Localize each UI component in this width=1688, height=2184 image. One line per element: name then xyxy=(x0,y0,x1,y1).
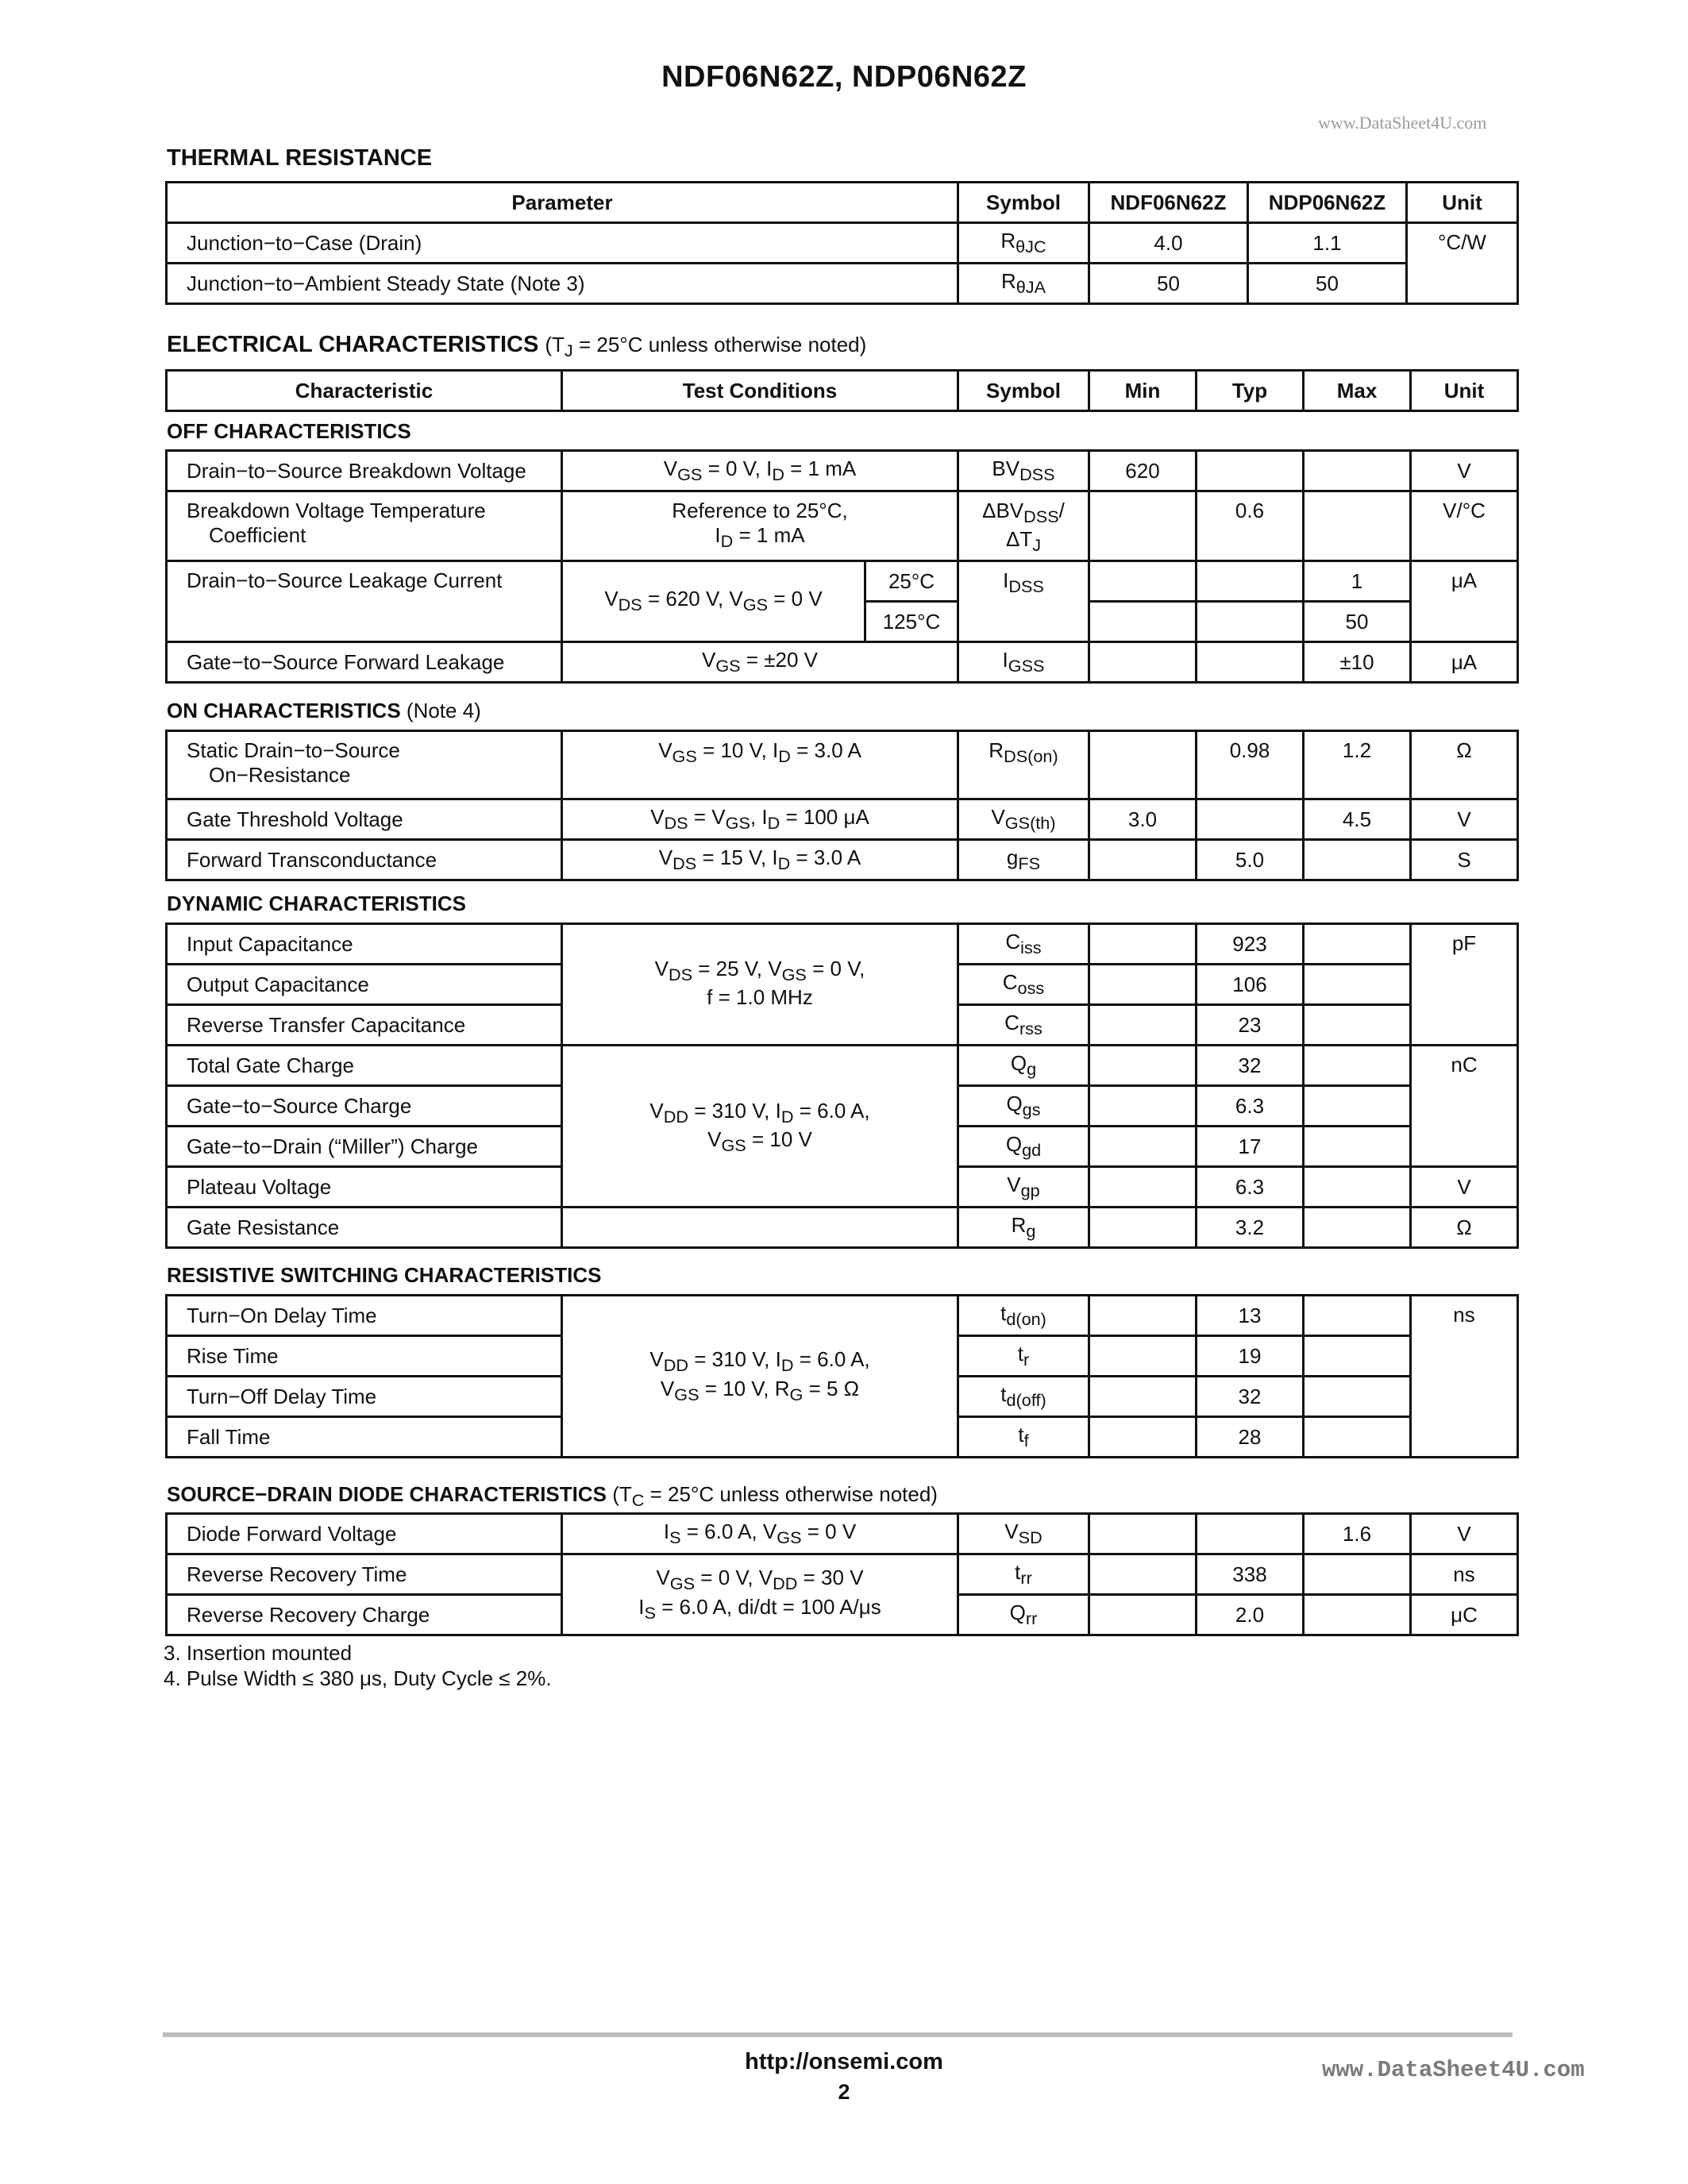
table-row xyxy=(167,840,1518,880)
unit-cell: ns xyxy=(1411,1296,1518,1458)
symbol-cell: $V_{gp}$ xyxy=(958,1167,1089,1208)
min-value xyxy=(1089,1208,1197,1248)
typ-value xyxy=(1197,602,1304,642)
symbol-cell: $t_{d(on)}$ xyxy=(958,1296,1089,1336)
footnotes xyxy=(164,1640,552,1691)
table-row xyxy=(167,491,1518,561)
condition-cell: $V_{DD} = 310$ V, $I_D = 6.0$ A, $V_{GS} = 10$ V, $R_G = 5$ Ω xyxy=(562,1296,958,1458)
symbol-cell: $V_{GS(th)}$ xyxy=(958,799,1089,840)
characteristic-cell: Static Drain−to−Source On−Resistance xyxy=(167,731,562,799)
min-value xyxy=(1089,1005,1197,1046)
table-row xyxy=(167,1208,1518,1248)
header-symbol: Symbol xyxy=(958,371,1089,411)
max-value xyxy=(1304,1127,1411,1167)
header-ndf: NDF06N62Z xyxy=(1089,183,1248,223)
max-value xyxy=(1304,1046,1411,1086)
typ-value: 32 xyxy=(1197,1377,1304,1417)
characteristic-cell: Gate−to−Source Charge xyxy=(167,1086,562,1127)
min-value xyxy=(1089,1046,1197,1086)
dynamic-table xyxy=(165,923,1519,1249)
table-row xyxy=(167,731,1518,799)
electrical-header-row xyxy=(167,371,1518,411)
min-value xyxy=(1089,1127,1197,1167)
condition-cell: $V_{GS} = \pm 20$ V xyxy=(562,642,958,683)
typ-value: 338 xyxy=(1197,1554,1304,1595)
condition-cell: $V_{DS} = 620$ V, $V_{GS} = 0$ V xyxy=(562,561,865,642)
ndf-value: 4.0 xyxy=(1089,223,1248,264)
max-value xyxy=(1304,1417,1411,1458)
ndf-value: 50 xyxy=(1089,264,1248,304)
characteristic-cell: Output Capacitance xyxy=(167,965,562,1005)
param-cell: Junction−to−Case (Drain) xyxy=(167,223,958,264)
condition-cell: $V_{DS} = 15$ V, $I_D = 3.0$ A xyxy=(562,840,958,880)
unit-cell: μA xyxy=(1411,642,1518,683)
typ-value xyxy=(1197,561,1304,602)
table-row xyxy=(167,1296,1518,1336)
min-value xyxy=(1089,491,1197,561)
symbol-cell: $C_{iss}$ xyxy=(958,924,1089,965)
symbol-cell: $Q_g$ xyxy=(958,1046,1089,1086)
typ-value: 5.0 xyxy=(1197,840,1304,880)
unit-cell: V xyxy=(1411,1514,1518,1554)
min-value xyxy=(1089,1595,1197,1635)
symbol-cell: $I_{DSS}$ xyxy=(958,561,1089,642)
unit-cell: V xyxy=(1411,799,1518,840)
characteristic-cell: Rise Time xyxy=(167,1336,562,1377)
typ-value xyxy=(1197,642,1304,683)
max-value: ±10 xyxy=(1304,642,1411,683)
switching-section-title: RESISTIVE SWITCHING CHARACTERISTICS xyxy=(167,1263,602,1287)
max-value xyxy=(1304,1086,1411,1127)
typ-value xyxy=(1197,451,1304,491)
watermark-top: www.DataSheet4U.com xyxy=(1318,113,1487,133)
condition-cell: $V_{GS} = 0$ V, $V_{DD} = 30$ V $I_S = 6.0$ A, di/dt = 100 A/μs xyxy=(562,1554,958,1635)
table-row xyxy=(167,1514,1518,1554)
unit-cell: Ω xyxy=(1411,731,1518,799)
min-value xyxy=(1089,602,1197,642)
max-value: 50 xyxy=(1304,602,1411,642)
unit-cell: μA xyxy=(1411,561,1518,642)
characteristic-cell: Gate−to−Source Forward Leakage xyxy=(167,642,562,683)
unit-cell: V xyxy=(1411,451,1518,491)
symbol-cell: $C_{rss}$ xyxy=(958,1005,1089,1046)
max-value: 1.2 xyxy=(1304,731,1411,799)
symbol-cell: $Q_{gd}$ xyxy=(958,1127,1089,1167)
table-row xyxy=(167,264,1518,304)
typ-value: 3.2 xyxy=(1197,1208,1304,1248)
electrical-section-title: ELECTRICAL CHARACTERISTICS ($T_J = 25^\circ C$ unless otherwise noted) xyxy=(167,332,867,361)
max-value xyxy=(1304,1005,1411,1046)
characteristic-cell: Total Gate Charge xyxy=(167,1046,562,1086)
watermark-bottom: www.DataSheet4U.com xyxy=(1322,2057,1585,2083)
table-row xyxy=(167,561,1518,602)
header-parameter: Parameter xyxy=(167,183,958,223)
symbol-cell: $R_g$ xyxy=(958,1208,1089,1248)
footnote-3: 3. Insertion mounted xyxy=(164,1641,353,1665)
table-row xyxy=(167,924,1518,965)
header-characteristic: Characteristic xyxy=(167,371,562,411)
unit-cell: °C/W xyxy=(1407,223,1518,304)
switching-table xyxy=(165,1294,1519,1458)
max-value xyxy=(1304,1167,1411,1208)
characteristic-cell: Fall Time xyxy=(167,1417,562,1458)
temperature-cell: 125°C xyxy=(865,602,958,642)
max-value xyxy=(1304,1595,1411,1635)
unit-cell: nC xyxy=(1411,1046,1518,1167)
characteristic-cell: Forward Transconductance xyxy=(167,840,562,880)
unit-cell: V xyxy=(1411,1167,1518,1208)
typ-value: 6.3 xyxy=(1197,1167,1304,1208)
condition-cell: $I_S = 6.0$ A, $V_{GS} = 0$ V xyxy=(562,1514,958,1554)
table-row xyxy=(167,1046,1518,1086)
max-value: 4.5 xyxy=(1304,799,1411,840)
characteristic-cell: Reverse Transfer Capacitance xyxy=(167,1005,562,1046)
symbol-cell: $g_{FS}$ xyxy=(958,840,1089,880)
symbol-cell: $\Delta BV_{DSS}/$ $\Delta T_J$ xyxy=(958,491,1089,561)
symbol-cell: $t_f$ xyxy=(958,1417,1089,1458)
min-value xyxy=(1089,840,1197,880)
characteristic-cell: Drain−to−Source Breakdown Voltage xyxy=(167,451,562,491)
typ-value xyxy=(1197,1514,1304,1554)
typ-value: 23 xyxy=(1197,1005,1304,1046)
header-unit: Unit xyxy=(1407,183,1518,223)
characteristic-cell: Drain−to−Source Leakage Current xyxy=(167,561,562,642)
typ-value: 0.98 xyxy=(1197,731,1304,799)
dynamic-section-title: DYNAMIC CHARACTERISTICS xyxy=(167,892,466,915)
min-value xyxy=(1089,1167,1197,1208)
header-symbol: Symbol xyxy=(958,183,1089,223)
condition-cell xyxy=(562,1208,958,1248)
symbol-cell: $BV_{DSS}$ xyxy=(958,451,1089,491)
max-value xyxy=(1304,965,1411,1005)
table-row xyxy=(167,223,1518,264)
off-table xyxy=(165,449,1519,684)
max-value xyxy=(1304,451,1411,491)
diode-table xyxy=(165,1512,1519,1636)
header-min: Min xyxy=(1089,371,1197,411)
symbol-cell: $I_{GSS}$ xyxy=(958,642,1089,683)
footnote-4: 4. Pulse Width ≤ 380 μs, Duty Cycle ≤ 2%. xyxy=(164,1666,552,1690)
min-value xyxy=(1089,965,1197,1005)
max-value xyxy=(1304,1296,1411,1336)
condition-cell: $V_{DS} = 25$ V, $V_{GS} = 0$ V, f = 1.0 MHz xyxy=(562,924,958,1046)
off-section-title: OFF CHARACTERISTICS xyxy=(167,419,411,443)
characteristic-cell: Input Capacitance xyxy=(167,924,562,965)
symbol-cell: $C_{oss}$ xyxy=(958,965,1089,1005)
condition-cell: Reference to 25°C, $I_D = 1$ mA xyxy=(562,491,958,561)
on-section-title: ON CHARACTERISTICS (Note 4) xyxy=(167,699,481,722)
min-value xyxy=(1089,1336,1197,1377)
characteristic-cell: Plateau Voltage xyxy=(167,1167,562,1208)
symbol-cell: $R_{\theta JC}$ xyxy=(958,223,1089,264)
typ-value: 0.6 xyxy=(1197,491,1304,561)
symbol-cell: $Q_{rr}$ xyxy=(958,1595,1089,1635)
footer-divider xyxy=(163,2032,1513,2037)
characteristic-cell: Diode Forward Voltage xyxy=(167,1514,562,1554)
ndp-value: 50 xyxy=(1248,264,1407,304)
thermal-section-title: THERMAL RESISTANCE xyxy=(167,145,433,171)
table-row xyxy=(167,642,1518,683)
typ-value xyxy=(1197,799,1304,840)
header-max: Max xyxy=(1304,371,1411,411)
min-value xyxy=(1089,1086,1197,1127)
electrical-table xyxy=(165,369,1519,412)
document-title: NDF06N62Z, NDP06N62Z xyxy=(661,60,1027,94)
min-value xyxy=(1089,1554,1197,1595)
table-row xyxy=(167,799,1518,840)
header-test-conditions: Test Conditions xyxy=(562,371,958,411)
min-value xyxy=(1089,1417,1197,1458)
characteristic-cell: Turn−On Delay Time xyxy=(167,1296,562,1336)
min-value xyxy=(1089,924,1197,965)
characteristic-cell: Gate Threshold Voltage xyxy=(167,799,562,840)
typ-value: 19 xyxy=(1197,1336,1304,1377)
symbol-cell: $t_{d(off)}$ xyxy=(958,1377,1089,1417)
condition-cell: $V_{DD} = 310$ V, $I_D = 6.0$ A, $V_{GS} = 10$ V xyxy=(562,1046,958,1208)
symbol-cell: $t_{rr}$ xyxy=(958,1554,1089,1595)
max-value xyxy=(1304,491,1411,561)
footer-link[interactable]: http://onsemi.com xyxy=(745,2049,943,2074)
characteristic-cell: Gate Resistance xyxy=(167,1208,562,1248)
diode-section-title: SOURCE−DRAIN DIODE CHARACTERISTICS ($T_C = 25^\circ C$ unless otherwise noted) xyxy=(167,1482,938,1511)
min-value xyxy=(1089,642,1197,683)
table-row xyxy=(167,1554,1518,1595)
min-value: 620 xyxy=(1089,451,1197,491)
typ-value: 106 xyxy=(1197,965,1304,1005)
thermal-table xyxy=(165,181,1519,305)
header-ndp: NDP06N62Z xyxy=(1248,183,1407,223)
max-value xyxy=(1304,840,1411,880)
characteristic-cell: Reverse Recovery Charge xyxy=(167,1595,562,1635)
header-unit: Unit xyxy=(1411,371,1518,411)
typ-value: 13 xyxy=(1197,1296,1304,1336)
typ-value: 28 xyxy=(1197,1417,1304,1458)
max-value xyxy=(1304,924,1411,965)
ndp-value: 1.1 xyxy=(1248,223,1407,264)
min-value xyxy=(1089,561,1197,602)
typ-value: 17 xyxy=(1197,1127,1304,1167)
typ-value: 32 xyxy=(1197,1046,1304,1086)
characteristic-cell: Gate−to−Drain (“Miller”) Charge xyxy=(167,1127,562,1167)
max-value: 1.6 xyxy=(1304,1514,1411,1554)
max-value xyxy=(1304,1377,1411,1417)
condition-cell: $V_{DS} = V_{GS}$, $I_D = 100$ μA xyxy=(562,799,958,840)
thermal-header-row xyxy=(167,183,1518,223)
symbol-cell: $V_{SD}$ xyxy=(958,1514,1089,1554)
symbol-cell: $R_{DS(on)}$ xyxy=(958,731,1089,799)
min-value xyxy=(1089,731,1197,799)
temperature-cell: 25°C xyxy=(865,561,958,602)
typ-value: 2.0 xyxy=(1197,1595,1304,1635)
condition-cell: $V_{GS} = 10$ V, $I_D = 3.0$ A xyxy=(562,731,958,799)
max-value xyxy=(1304,1208,1411,1248)
typ-value: 923 xyxy=(1197,924,1304,965)
max-value xyxy=(1304,1554,1411,1595)
characteristic-cell: Breakdown Voltage Temperature Coefficient xyxy=(167,491,562,561)
unit-cell: V/°C xyxy=(1411,491,1518,561)
max-value xyxy=(1304,1336,1411,1377)
min-value xyxy=(1089,1296,1197,1336)
page-number: 2 xyxy=(838,2080,850,2104)
unit-cell: ns xyxy=(1411,1554,1518,1595)
unit-cell: pF xyxy=(1411,924,1518,1046)
unit-cell: Ω xyxy=(1411,1208,1518,1248)
condition-cell: $V_{GS} = 0$ V, $I_D = 1$ mA xyxy=(562,451,958,491)
characteristic-cell: Turn−Off Delay Time xyxy=(167,1377,562,1417)
typ-value: 6.3 xyxy=(1197,1086,1304,1127)
table-row xyxy=(167,451,1518,491)
symbol-cell: $Q_{gs}$ xyxy=(958,1086,1089,1127)
min-value xyxy=(1089,1377,1197,1417)
param-cell: Junction−to−Ambient Steady State (Note 3) xyxy=(167,264,958,304)
on-table xyxy=(165,730,1519,881)
symbol-cell: $t_r$ xyxy=(958,1336,1089,1377)
characteristic-cell: Reverse Recovery Time xyxy=(167,1554,562,1595)
max-value: 1 xyxy=(1304,561,1411,602)
unit-cell: μC xyxy=(1411,1595,1518,1635)
min-value: 3.0 xyxy=(1089,799,1197,840)
symbol-cell: $R_{\theta JA}$ xyxy=(958,264,1089,304)
unit-cell: S xyxy=(1411,840,1518,880)
header-typ: Typ xyxy=(1197,371,1304,411)
min-value xyxy=(1089,1514,1197,1554)
